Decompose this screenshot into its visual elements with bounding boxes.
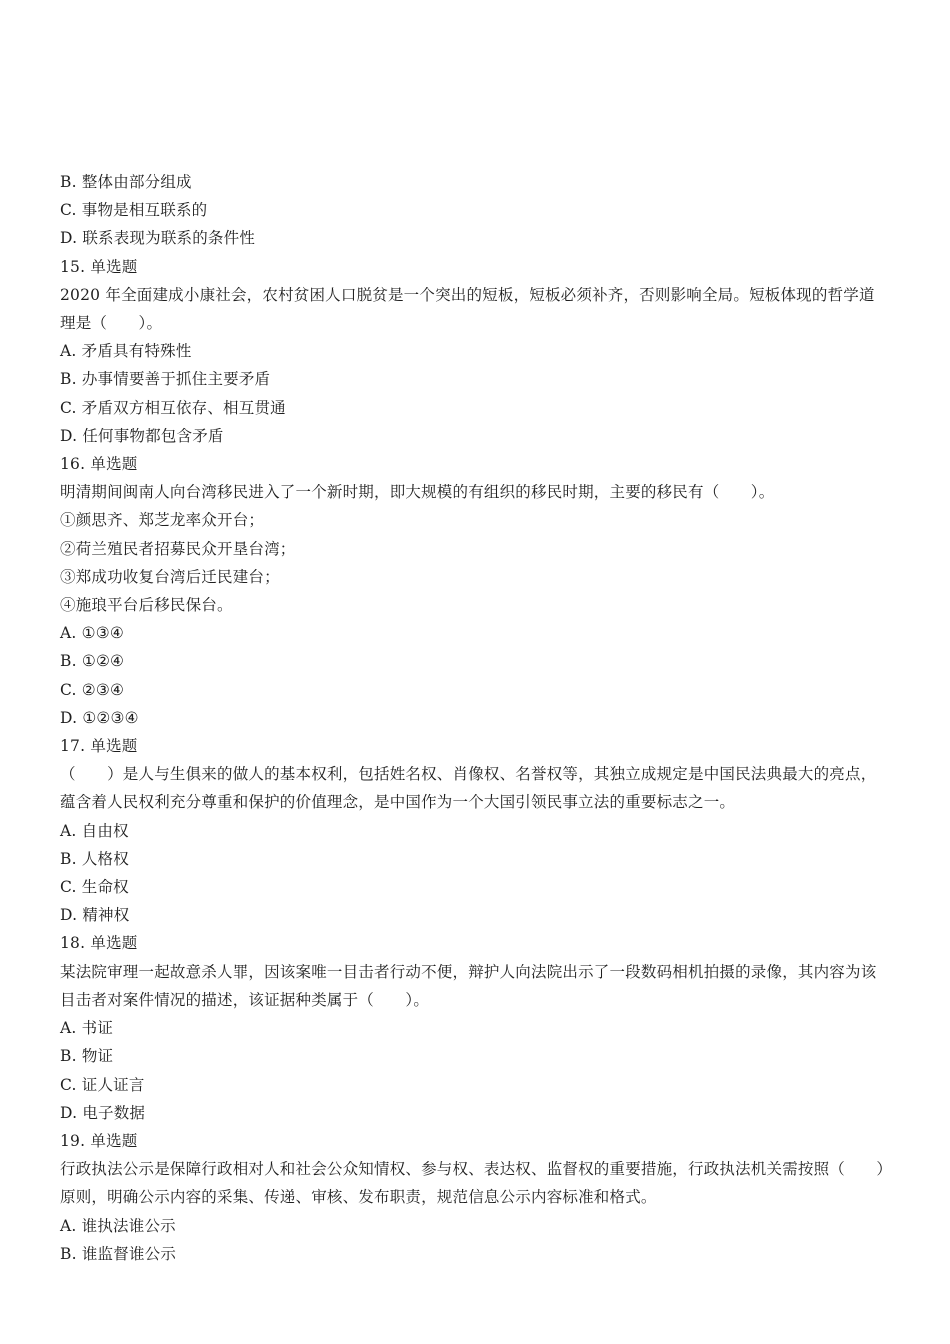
q15-option-d: D. 任何事物都包含矛盾 bbox=[60, 426, 224, 445]
q18-option-d: D. 电子数据 bbox=[60, 1103, 146, 1122]
q18-option-b: B. 物证 bbox=[60, 1047, 114, 1066]
q16-item-2: ②荷兰殖民者招募民众开垦台湾； bbox=[60, 539, 296, 558]
q19-stem: 行政执法公示是保障行政相对人和社会公众知情权、参与权、表达权、监督权的重要措施，行政执法机关需按照（ ）原则，明确公示内容的采集、传递、审核、发布职责，规范信息公示内容标准和格式。 bbox=[60, 1160, 885, 1207]
q19-option-a: A. 谁执法谁公示 bbox=[60, 1216, 176, 1235]
q17-option-d: D. 精神权 bbox=[60, 906, 130, 925]
q15-option-a: A. 矛盾具有特殊性 bbox=[60, 342, 192, 361]
q15-stem: 2020 年全面建成小康社会，农村贫困人口脱贫是一个突出的短板，短板必须补齐，否则影响全局。短板体现的哲学道理是（ ）。 bbox=[60, 285, 875, 333]
q16-header: 16. 单选题 bbox=[60, 455, 138, 474]
q16-option-c: C. ②③④ bbox=[60, 680, 125, 699]
q18-stem: 某法院审理一起故意杀人罪，因该案唯一目击者行动不便，辩护人向法院出示了一段数码相机拍摄的录像，其内容为该目击者对案件情况的描述，该证据种类属于（ ）。 bbox=[60, 962, 877, 1009]
q18-option-a: A. 书证 bbox=[60, 1019, 114, 1038]
q17-option-c: C. 生命权 bbox=[60, 878, 129, 897]
q16-option-b: B. ①②④ bbox=[60, 652, 125, 671]
q19-option-b: B. 谁监督谁公示 bbox=[60, 1244, 177, 1263]
q18-option-c: C. 证人证言 bbox=[60, 1075, 145, 1094]
q17-option-b: B. 人格权 bbox=[60, 849, 129, 868]
q14-option-d: D. 联系表现为联系的条件性 bbox=[60, 229, 256, 248]
q16-item-4: ④施琅平台后移民保台。 bbox=[60, 596, 233, 615]
question-content bbox=[60, 168, 890, 1268]
q16-option-a: A. ①③④ bbox=[60, 624, 124, 643]
q14-option-c: C. 事物是相互联系的 bbox=[60, 201, 208, 220]
q15-option-c: C. 矛盾双方相互依存、相互贯通 bbox=[60, 398, 286, 417]
q15-option-b: B. 办事情要善于抓住主要矛盾 bbox=[60, 370, 271, 389]
q15-header: 15. 单选题 bbox=[60, 257, 138, 276]
q16-stem: 明清期间闽南人向台湾移民进入了一个新时期，即大规模的有组织的移民时期，主要的移民有（ ）。 bbox=[60, 483, 775, 502]
q16-item-3: ③郑成功收复台湾后迁民建台； bbox=[60, 567, 280, 586]
q19-header: 19. 单选题 bbox=[60, 1131, 138, 1150]
q17-option-a: A. 自由权 bbox=[60, 821, 129, 840]
q17-header: 17. 单选题 bbox=[60, 737, 138, 756]
q16-item-1: ①颜思齐、郑芝龙率众开台； bbox=[60, 511, 265, 530]
q17-stem: （ ）是人与生俱来的做人的基本权利，包括姓名权、肖像权、名誉权等，其独立成规定是中国民法典最大的亮点，蕴含着人民权利充分尊重和保护的价值理念，是中国作为一个大国引领民事立法的重要标志之一。 bbox=[60, 765, 877, 812]
q18-header: 18. 单选题 bbox=[60, 934, 138, 953]
q16-option-d: D. ①②③④ bbox=[60, 708, 139, 727]
q14-option-b: B. 整体由部分组成 bbox=[60, 173, 192, 191]
